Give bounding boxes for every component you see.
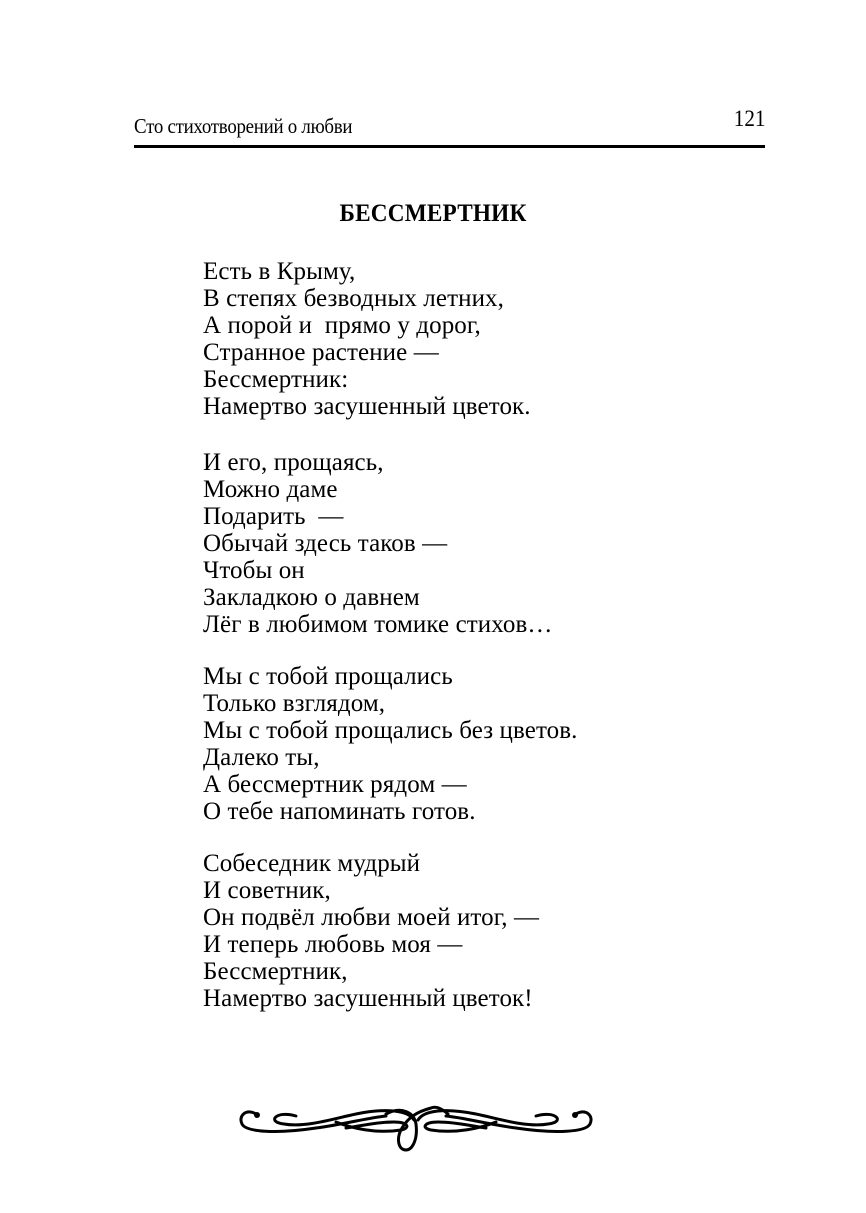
poem-line: А бессмертник рядом — xyxy=(203,771,467,798)
poem-title: БЕССМЕРТНИК xyxy=(339,200,527,227)
poem-line: Бессмертник, xyxy=(203,958,348,985)
stanza-1 xyxy=(203,258,531,420)
poem-line: Собеседник мудрый xyxy=(203,850,421,877)
poem-line: Намертво засушенный цветок. xyxy=(203,393,531,420)
poem-line: Лёг в любимом томике стихов… xyxy=(203,611,553,638)
poem-line: Только взглядом, xyxy=(203,690,386,717)
book-title: Сто стихотворений о любви xyxy=(134,114,353,138)
stanza-3 xyxy=(203,663,578,825)
header-rule xyxy=(134,145,765,148)
stanza-4 xyxy=(203,850,539,1012)
poem-line: А порой и прямо у дорог, xyxy=(203,312,481,339)
poem-line: Он подвёл любви моей итог, — xyxy=(203,904,540,931)
poem-line: Намертво засушенный цветок! xyxy=(203,985,533,1012)
poem-line: Далеко ты, xyxy=(203,744,320,771)
poem-line: О тебе напоминать готов. xyxy=(203,798,476,825)
running-header xyxy=(134,104,765,148)
poem-line: Можно даме xyxy=(203,476,338,503)
poem-line: И теперь любовь моя — xyxy=(203,931,463,958)
poem-line: В степях безводных летних, xyxy=(203,285,505,312)
poem-line: Мы с тобой прощались без цветов. xyxy=(203,717,578,744)
poem-line: Обычай здесь таков — xyxy=(203,530,448,557)
poem-line: Закладкою о давнем xyxy=(203,584,420,611)
poem-line: Есть в Крыму, xyxy=(203,258,356,285)
poem-line: И его, прощаясь, xyxy=(203,449,384,476)
poem-line: И советник, xyxy=(203,877,331,904)
poem-line: Мы с тобой прощались xyxy=(203,663,453,690)
flourish-divider-icon xyxy=(236,1094,596,1154)
poem-line: Чтобы он xyxy=(203,557,305,584)
stanza-2 xyxy=(203,449,553,638)
poem-line: Бессмертник: xyxy=(203,366,349,393)
poem-line: Странное растение — xyxy=(203,339,439,366)
poem-line: Подарить — xyxy=(203,503,344,530)
page-number: 121 xyxy=(733,106,765,131)
